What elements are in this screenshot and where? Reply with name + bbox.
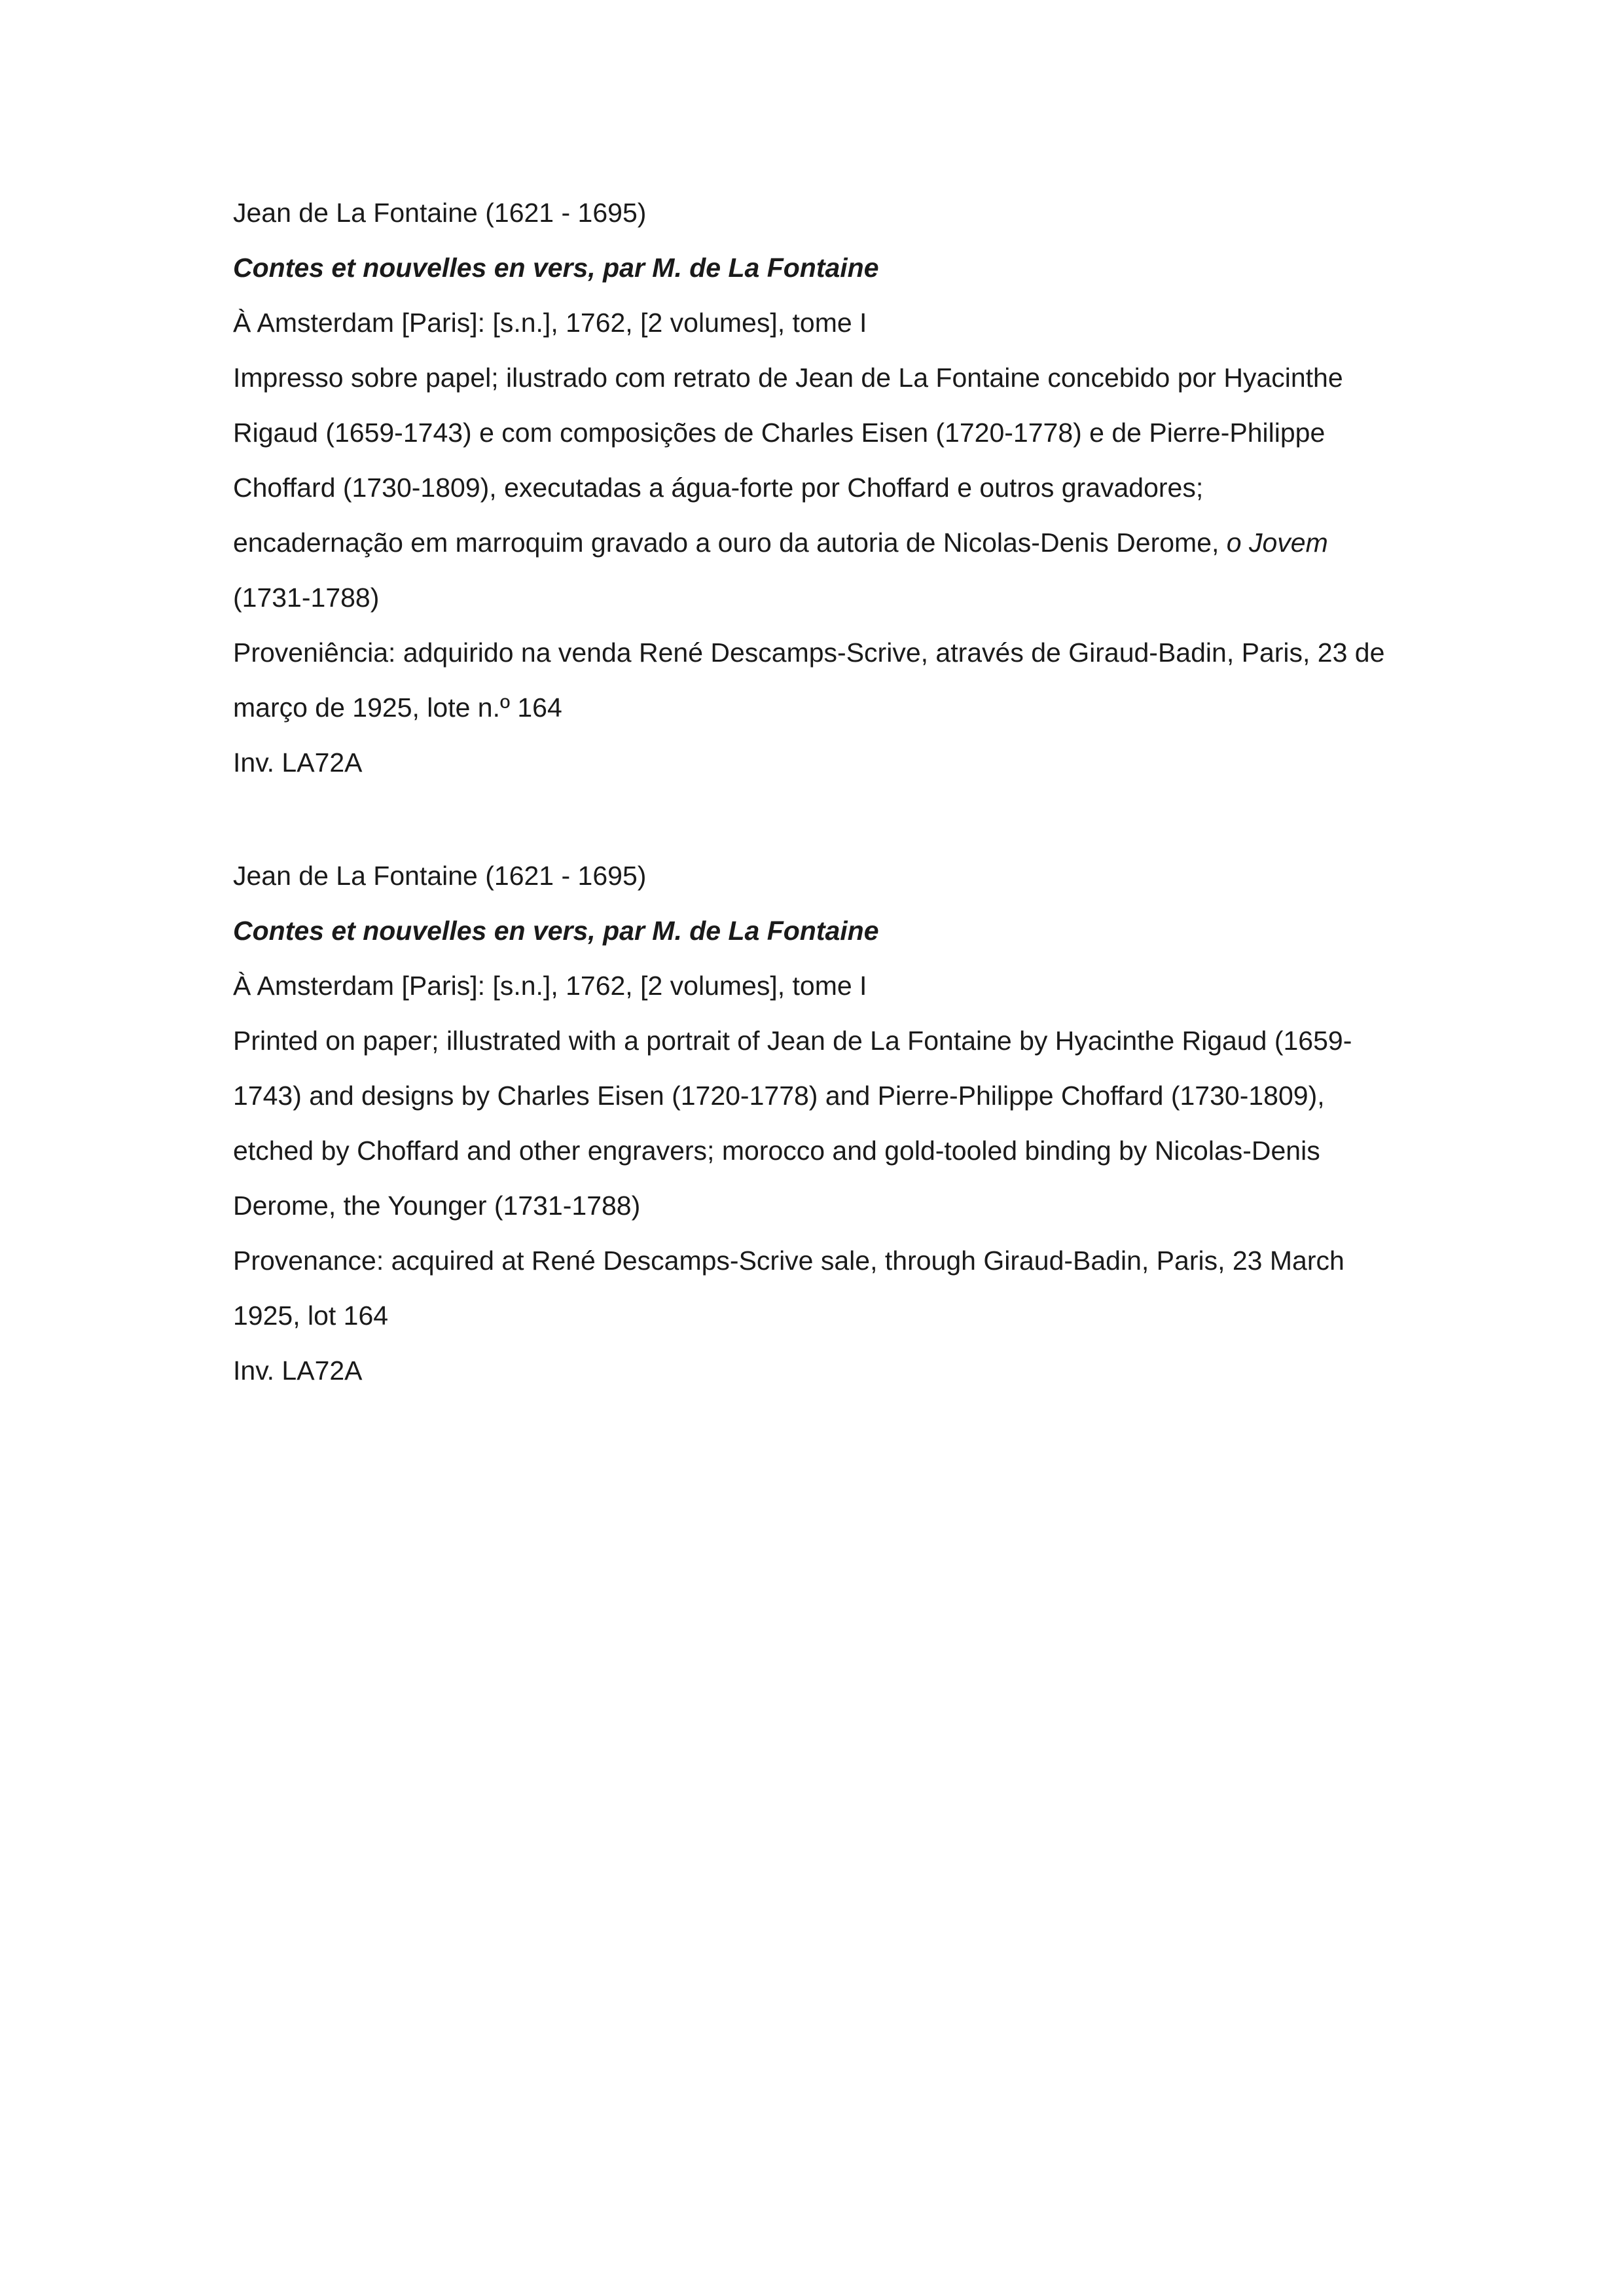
inventory-number: Inv. LA72A (233, 1355, 363, 1386)
catalog-entry-portuguese (233, 185, 1411, 790)
provenance-line: Provenance: acquired at René Descamps-Scrive sale, through Giraud-Badin, Paris, 23 March (233, 1246, 1344, 1276)
catalog-entry-english (233, 848, 1411, 1398)
description-italic-text: o Jovem (1226, 528, 1328, 558)
description-line: etched by Choffard and other engravers; morocco and gold-tooled binding by Nicolas-Denis (233, 1136, 1320, 1166)
description-line: (1731-1788) (233, 583, 380, 613)
provenance-line: 1925, lot 164 (233, 1300, 389, 1331)
book-title: Contes et nouvelles en vers, par M. de La Fontaine (233, 916, 879, 946)
imprint-line: À Amsterdam [Paris]: [s.n.], 1762, [2 volumes], tome I (233, 308, 867, 338)
description-line: Derome, the Younger (1731-1788) (233, 1191, 641, 1221)
description-line: Choffard (1730-1809), executadas a água-forte por Choffard e outros gravadores; (233, 473, 1204, 503)
description-line: Impresso sobre papel; ilustrado com retrato de Jean de La Fontaine concebido por Hyacinthe (233, 363, 1343, 393)
inventory-number: Inv. LA72A (233, 747, 363, 778)
book-title: Contes et nouvelles en vers, par M. de La Fontaine (233, 253, 879, 283)
author-line: Jean de La Fontaine (1621 - 1695) (233, 861, 647, 891)
description-line (233, 515, 1411, 570)
description-line: Printed on paper; illustrated with a portrait of Jean de La Fontaine by Hyacinthe Rigaud (1659- (233, 1026, 1352, 1056)
author-line: Jean de La Fontaine (1621 - 1695) (233, 198, 647, 228)
description-line: Rigaud (1659-1743) e com composições de Charles Eisen (1720-1778) e de Pierre-Philippe (233, 418, 1326, 448)
provenance-line: Proveniência: adquirido na venda René Descamps-Scrive, através de Giraud-Badin, Paris, 23 de (233, 637, 1385, 668)
imprint-line: À Amsterdam [Paris]: [s.n.], 1762, [2 volumes], tome I (233, 971, 867, 1001)
description-text: encadernação em marroquim gravado a ouro da autoria de Nicolas-Denis Derome, (233, 528, 1227, 558)
description-line: 1743) and designs by Charles Eisen (1720-1778) and Pierre-Philippe Choffard (1730-1809), (233, 1081, 1325, 1111)
provenance-line: março de 1925, lote n.º 164 (233, 692, 562, 723)
